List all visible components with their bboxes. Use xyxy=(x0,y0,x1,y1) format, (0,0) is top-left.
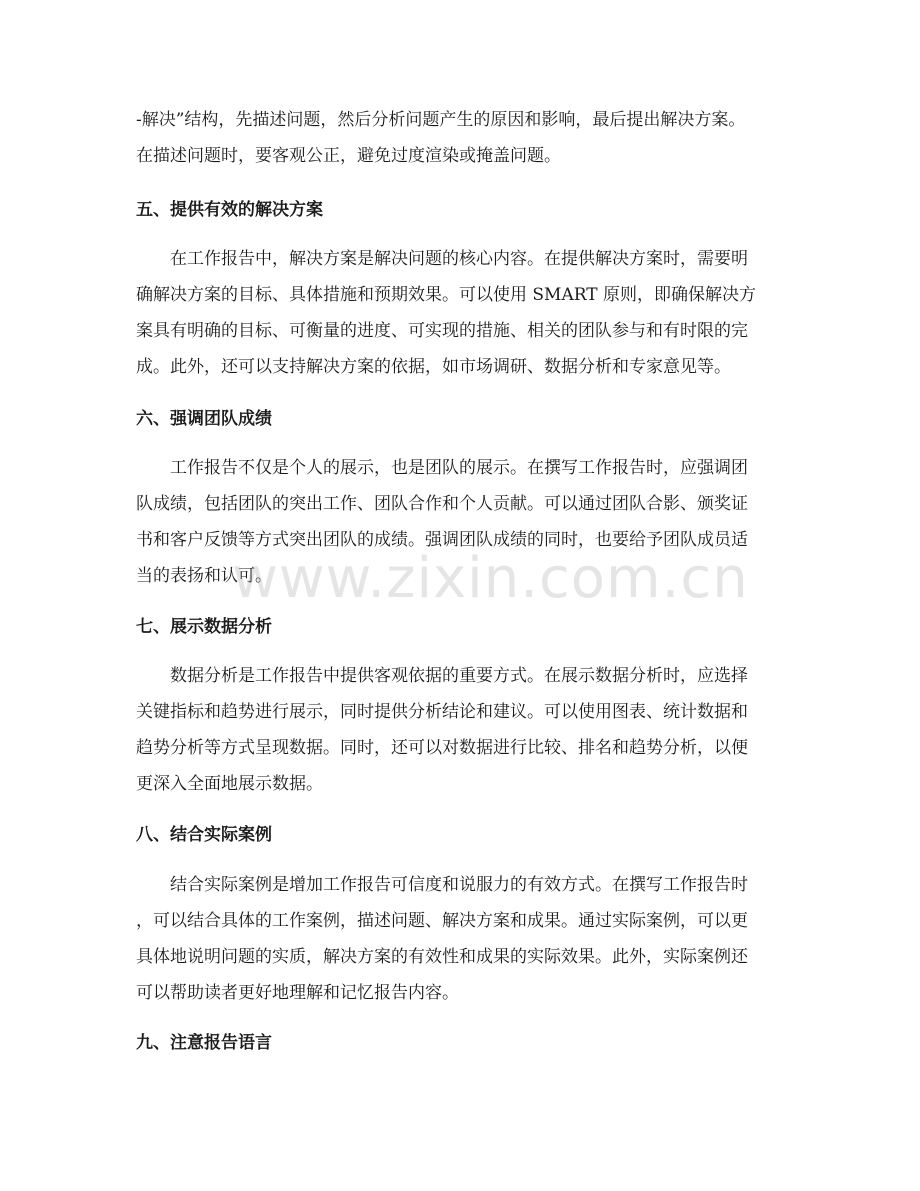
paragraph-line: 成。此外，还可以支持解决方案的依据，如市场调研、数据分析和专家意见等。 xyxy=(136,357,731,377)
intro-line-2: 在描述问题时，要客观公正，避免过度渲染或掩盖问题。 xyxy=(136,146,561,166)
paragraph-line: 书和客户反馈等方式突出团队的成绩。强调团队成绩的同时，也要给予团队成员适 xyxy=(136,530,748,550)
paragraph-line: 在工作报告中，解决方案是解决问题的核心内容。在提供解决方案时，需要明 xyxy=(170,249,748,269)
paragraph-line: 趋势分析等方式呈现数据。同时，还可以对数据进行比较、排名和趋势分析，以便 xyxy=(136,738,748,758)
section-heading-9: 九、注意报告语言 xyxy=(136,1033,272,1053)
paragraph-line: 结合实际案例是增加工作报告可信度和说服力的有效方式。在撰写工作报告时 xyxy=(170,875,748,895)
paragraph-line: 可以帮助读者更好地理解和记忆报告内容。 xyxy=(136,983,459,1003)
paragraph-line: 数据分析是工作报告中提供客观依据的重要方式。在展示数据分析时，应选择 xyxy=(170,666,748,686)
paragraph-line: 确解决方案的目标、具体措施和预期效果。可以使用 SMART 原则，即确保解决方 xyxy=(136,285,756,305)
section-heading-8: 八、结合实际案例 xyxy=(136,825,272,845)
paragraph-line: 当的表扬和认可。 xyxy=(136,566,272,586)
section-heading-5: 五、提供有效的解决方案 xyxy=(136,200,323,220)
paragraph-line: 关键指标和趋势进行展示，同时提供分析结论和建议。可以使用图表、统计数据和 xyxy=(136,702,748,722)
paragraph-line: 工作报告不仅是个人的展示，也是团队的展示。在撰写工作报告时，应强调团 xyxy=(170,458,748,478)
paragraph-line: 队成绩，包括团队的突出工作、团队合作和个人贡献。可以通过团队合影、颁奖证 xyxy=(136,494,748,514)
section-heading-6: 六、强调团队成绩 xyxy=(136,409,272,429)
paragraph-line: 具体地说明问题的实质，解决方案的有效性和成果的实际效果。此外，实际案例还 xyxy=(136,947,748,967)
intro-line-1: -解决”结构，先描述问题，然后分析问题产生的原因和影响，最后提出解决方案。 xyxy=(136,110,746,130)
paragraph-line: 更深入全面地展示数据。 xyxy=(136,774,323,794)
paragraph-line: 案具有明确的目标、可衡量的进度、可实现的措施、相关的团队参与和有时限的完 xyxy=(136,321,748,341)
section-heading-7: 七、展示数据分析 xyxy=(136,617,272,637)
paragraph-line: ，可以结合具体的工作案例，描述问题、解决方案和成果。通过实际案例，可以更 xyxy=(136,911,748,931)
watermark: www.zixin.com.cn xyxy=(232,546,749,611)
